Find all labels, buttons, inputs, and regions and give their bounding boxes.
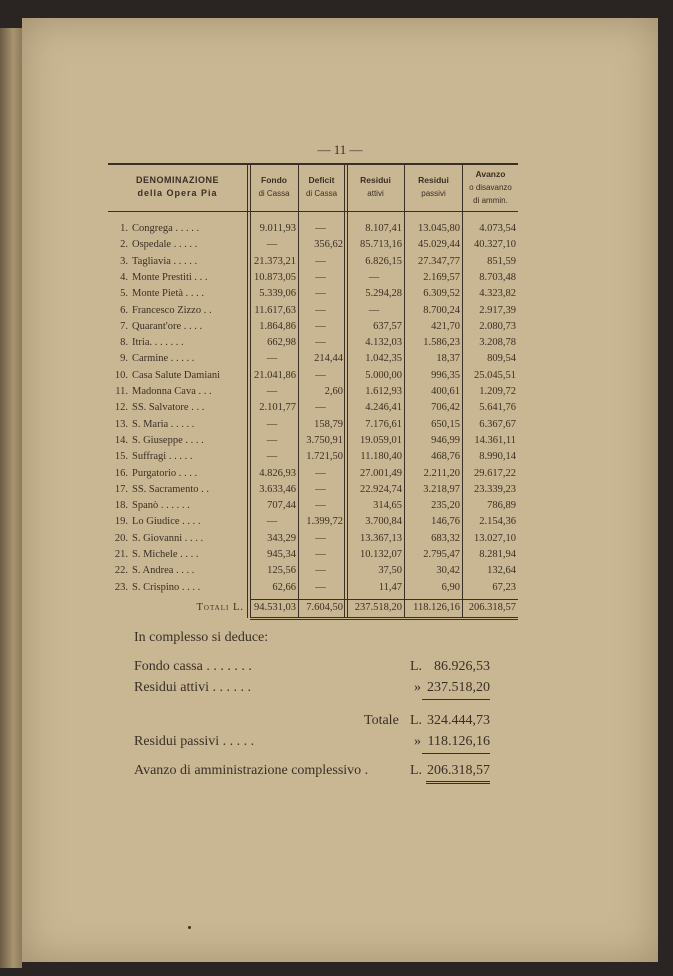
- cell-attivi: —: [368, 271, 380, 283]
- cell-deficit: 356,62: [314, 239, 343, 251]
- cell-avanzo: 809,54: [487, 353, 516, 365]
- cell-deficit: 2,60: [324, 386, 343, 397]
- table-row: [108, 498, 518, 514]
- row-name: Monte Prestiti . . .: [132, 271, 208, 283]
- cell-fondo: 707,44: [267, 500, 296, 512]
- summary-fondo-label: Fondo cassa . . . . . . .: [134, 659, 252, 674]
- totals-bottom-rule-2: [250, 619, 518, 620]
- cell-passivi: 45.029,44: [418, 239, 460, 251]
- row-number: 20.: [114, 532, 128, 544]
- row-number: 14.: [114, 434, 128, 446]
- row-name: S. Michele . . . .: [132, 549, 199, 560]
- row-number: 5.: [120, 288, 128, 300]
- page-number: — 11 —: [317, 142, 363, 157]
- row-name: Madonna Cava . . .: [132, 386, 212, 397]
- summary-rule-1: [422, 699, 490, 700]
- summary-fondo-value: 86.926,53: [434, 659, 490, 674]
- row-name: S. Andrea . . . .: [132, 565, 195, 577]
- cell-fondo: 21.373,21: [254, 255, 296, 267]
- cell-fondo: —: [266, 434, 278, 446]
- summary-passivi-value: 118.126,16: [427, 734, 490, 749]
- row-name: Suffragi . . . . .: [132, 451, 193, 463]
- opera-pia-name: [112, 514, 244, 530]
- cell-attivi: 19.059,01: [360, 434, 402, 446]
- cell-attivi: 4.246,41: [365, 402, 402, 414]
- row-number: 11.: [115, 386, 128, 397]
- cell-avanzo: 40.327,10: [474, 239, 516, 251]
- cell-attivi: 27.001,49: [360, 467, 402, 479]
- cell-deficit: 3.750,91: [306, 434, 343, 446]
- header-deficit-line2: di Cassa: [305, 189, 338, 198]
- cell-attivi: 3.700,84: [365, 516, 402, 528]
- cell-fondo: —: [266, 386, 278, 397]
- opere-pie-table: [108, 163, 518, 643]
- table-row: [108, 254, 518, 270]
- table-row: [108, 221, 518, 237]
- summary-avanzo-value: 206.318,57: [427, 763, 490, 778]
- opera-pia-name: [112, 547, 244, 563]
- cell-passivi: 6,90: [441, 581, 460, 593]
- cell-avanzo: 2.154,36: [479, 516, 516, 528]
- cell-fondo: 2.101,77: [259, 402, 296, 414]
- summary-avanzo-currency: L.: [410, 763, 423, 778]
- cell-attivi: 8.107,41: [365, 223, 402, 234]
- opera-pia-name: [112, 351, 244, 367]
- opera-pia-name: [112, 303, 244, 319]
- row-number: 7.: [120, 320, 128, 332]
- opera-pia-name: [112, 319, 244, 335]
- table-header-rule: [108, 211, 518, 212]
- cell-deficit: —: [315, 288, 326, 300]
- cell-deficit: —: [315, 467, 326, 479]
- cell-deficit: 214,44: [314, 353, 343, 365]
- cell-fondo: 11.617,63: [254, 304, 296, 316]
- totals-fondo: 94.531,03: [254, 602, 296, 613]
- cell-attivi: 85.713,16: [360, 239, 402, 251]
- cell-avanzo: 786,89: [487, 500, 516, 512]
- cell-deficit: —: [315, 532, 326, 544]
- cell-fondo: —: [266, 451, 278, 463]
- table-row: [108, 319, 518, 335]
- row-number: 18.: [114, 500, 128, 512]
- header-attivi-line2: attivi: [367, 189, 384, 198]
- row-name: Spanò . . . . . .: [132, 500, 190, 512]
- cell-fondo: 125,56: [267, 565, 296, 577]
- row-number: 4.: [120, 271, 128, 283]
- cell-attivi: —: [368, 304, 380, 316]
- totals-row: [108, 600, 518, 616]
- summary-double-rule-1: [426, 781, 490, 782]
- row-number: 23.: [114, 581, 128, 593]
- cell-avanzo: 3.208,78: [479, 337, 516, 349]
- cell-deficit: —: [315, 271, 326, 283]
- page-mark: [188, 926, 191, 929]
- header-residui-attivi: [347, 163, 404, 211]
- row-name: Casa Salute Damiani: [132, 369, 221, 381]
- header-fondo-cassa: [250, 163, 298, 211]
- cell-attivi: 10.132,07: [360, 549, 402, 560]
- header-residui-passivi: [405, 163, 462, 211]
- cell-avanzo: 25.045,51: [474, 369, 516, 381]
- cell-fondo: 9.011,93: [259, 223, 296, 234]
- cell-deficit: —: [315, 337, 326, 349]
- row-number: 9.: [120, 353, 128, 365]
- summary-avanzo-label: Avanzo di amministrazione complessivo .: [134, 763, 369, 778]
- row-number: 22.: [114, 565, 128, 577]
- header-avanzo-line2: o disavanzo: [469, 182, 512, 192]
- row-number: 3.: [120, 255, 128, 267]
- opera-pia-name: [112, 433, 244, 449]
- table-row: [108, 580, 518, 596]
- cell-deficit: —: [315, 255, 326, 267]
- cell-attivi: 37,50: [378, 565, 402, 577]
- cell-deficit: —: [315, 320, 326, 332]
- cell-deficit: 1.399,72: [306, 516, 343, 528]
- totals-passivi: 118.126,16: [413, 602, 460, 613]
- row-number: 10.: [114, 369, 128, 381]
- opera-pia-name: [112, 400, 244, 416]
- table-row: [108, 547, 518, 563]
- row-name: S. Giuseppe . . . .: [132, 434, 204, 446]
- cell-fondo: 343,29: [267, 532, 296, 544]
- table-row: [108, 563, 518, 579]
- totals-attivi: 237.518,20: [354, 602, 402, 613]
- cell-avanzo: 14.361,11: [474, 434, 516, 446]
- opera-pia-name: [112, 449, 244, 465]
- header-denominazione-line1: DENOMINAZIONE: [136, 175, 219, 185]
- totals-label: Totali L.: [196, 602, 244, 613]
- cell-deficit: —: [315, 500, 326, 512]
- cell-deficit: —: [315, 402, 326, 414]
- cell-deficit: —: [315, 369, 326, 381]
- opera-pia-name: [112, 482, 244, 498]
- row-number: 17.: [114, 483, 128, 495]
- cell-attivi: 22.924,74: [360, 483, 402, 495]
- cell-avanzo: 6.367,67: [479, 418, 516, 430]
- cell-deficit: —: [315, 483, 326, 495]
- cell-fondo: 21.041,86: [254, 369, 296, 381]
- row-name: S. Giovanni . . . .: [132, 532, 204, 544]
- row-number: 1.: [120, 223, 128, 234]
- cell-passivi: 27.347,77: [418, 255, 460, 267]
- cell-avanzo: 8.990,14: [479, 451, 516, 463]
- cell-passivi: 683,32: [431, 532, 460, 544]
- cell-deficit: 158,79: [314, 418, 343, 430]
- document-page: [22, 18, 658, 962]
- cell-attivi: 5.294,28: [365, 288, 402, 300]
- cell-fondo: 62,66: [272, 581, 296, 593]
- row-number: 6.: [120, 304, 128, 316]
- cell-attivi: 1.042,35: [365, 353, 402, 365]
- cell-deficit: 1.721,50: [306, 451, 343, 463]
- row-name: Itria. . . . . . .: [132, 337, 184, 349]
- table-row: [108, 514, 518, 530]
- cell-fondo: 4.826,93: [259, 467, 296, 479]
- cell-attivi: 637,57: [373, 320, 402, 332]
- totals-avanzo: 206.318,57: [468, 602, 516, 613]
- table-row: [108, 303, 518, 319]
- table-row: [108, 466, 518, 482]
- table-row: [108, 433, 518, 449]
- opera-pia-name: [112, 498, 244, 514]
- cell-passivi: 946,99: [431, 434, 460, 446]
- row-name: Tagliavia . . . . .: [132, 255, 198, 267]
- summary-double-rule-2: [426, 783, 490, 784]
- row-name: Ospedale . . . . .: [132, 239, 198, 251]
- table-row: [108, 384, 518, 400]
- cell-attivi: 11,47: [378, 581, 402, 593]
- row-number: 2.: [120, 239, 128, 251]
- header-deficit-cassa: [299, 163, 344, 211]
- cell-avanzo: 851,59: [487, 255, 516, 267]
- row-name: Carmine . . . . .: [132, 353, 195, 365]
- row-number: 12.: [114, 402, 128, 414]
- opera-pia-name: [112, 237, 244, 253]
- header-avanzo-line1: Avanzo: [475, 168, 506, 179]
- cell-passivi: 2.211,20: [423, 467, 460, 479]
- row-number: 15.: [114, 451, 128, 463]
- cell-attivi: 13.367,13: [360, 532, 402, 544]
- cell-attivi: 4.132,03: [365, 337, 402, 349]
- cell-fondo: 662,98: [267, 337, 296, 349]
- row-name: Francesco Zizzo . .: [132, 304, 212, 316]
- header-fondo-line2: di Cassa: [258, 189, 290, 198]
- cell-passivi: 706,42: [431, 402, 460, 414]
- cell-passivi: 996,35: [431, 369, 460, 381]
- cell-deficit: —: [315, 581, 326, 593]
- cell-fondo: 5.339,06: [259, 288, 296, 300]
- cell-attivi: 7.176,61: [365, 418, 402, 430]
- totals-bottom-rule: [250, 617, 518, 618]
- opera-pia-name: [112, 384, 244, 400]
- cell-deficit: —: [315, 549, 326, 560]
- cell-fondo: 945,34: [267, 549, 296, 560]
- opera-pia-name: [112, 286, 244, 302]
- totals-deficit: 7.604,50: [306, 602, 343, 613]
- row-number: 21.: [114, 549, 128, 560]
- summary-intro: In complesso si deduce:: [134, 630, 269, 645]
- row-name: Quarant'ore . . . .: [132, 320, 203, 332]
- header-avanzo-line3: di ammin.: [473, 195, 508, 205]
- summary-attivi-label: Residui attivi . . . . . .: [134, 680, 252, 695]
- cell-avanzo: 2.080,73: [479, 320, 516, 332]
- cell-passivi: 18,37: [436, 353, 460, 365]
- row-name: S. Maria . . . . .: [132, 418, 195, 430]
- opera-pia-name: [112, 417, 244, 433]
- table-row: [108, 400, 518, 416]
- cell-avanzo: 132,64: [487, 565, 516, 577]
- cell-passivi: 1.586,23: [423, 337, 460, 349]
- summary-passivi-label: Residui passivi . . . . .: [134, 734, 255, 749]
- table-row: [108, 351, 518, 367]
- cell-avanzo: 5.641,76: [479, 402, 516, 414]
- header-attivi-line1: Residui: [360, 175, 391, 185]
- header-passivi-line1: Residui: [418, 175, 449, 185]
- cell-fondo: —: [266, 418, 278, 430]
- cell-avanzo: 29.617,22: [474, 467, 516, 479]
- summary-passivi-currency: »: [414, 734, 421, 749]
- cell-avanzo: 13.027,10: [474, 532, 516, 544]
- row-name: Lo Giudice . . . .: [132, 516, 201, 528]
- opera-pia-name: [112, 254, 244, 270]
- opera-pia-name: [112, 580, 244, 596]
- facing-page-edge: [0, 28, 22, 968]
- cell-passivi: 146,76: [431, 516, 460, 528]
- cell-attivi: 6.826,15: [365, 255, 402, 267]
- header-fondo-line1: Fondo: [261, 175, 287, 185]
- summary-fondo-currency: L.: [410, 659, 423, 674]
- cell-passivi: 2.795,47: [423, 549, 460, 560]
- row-number: 16.: [114, 467, 128, 479]
- row-name: S. Crispino . . . .: [132, 581, 201, 593]
- opera-pia-name: [112, 335, 244, 351]
- cell-passivi: 30,42: [436, 565, 460, 577]
- cell-attivi: 1.612,93: [365, 386, 402, 397]
- cell-passivi: 421,70: [431, 320, 460, 332]
- table-row: [108, 531, 518, 547]
- table-row: [108, 417, 518, 433]
- cell-passivi: 6.309,52: [423, 288, 460, 300]
- cell-fondo: —: [266, 516, 278, 528]
- cell-passivi: 468,76: [431, 451, 460, 463]
- table-row: [108, 237, 518, 253]
- table-row: [108, 335, 518, 351]
- row-name: Monte Pietà . . . .: [132, 288, 205, 300]
- cell-passivi: 3.218,97: [423, 483, 460, 495]
- cell-attivi: 314,65: [373, 500, 402, 512]
- cell-avanzo: 1.209,72: [479, 386, 516, 397]
- cell-avanzo: 8.703,48: [479, 271, 516, 283]
- header-denominazione-line2: della Opera Pia: [137, 188, 218, 198]
- cell-attivi: 11.180,40: [360, 451, 402, 463]
- cell-deficit: —: [315, 223, 326, 234]
- opera-pia-name: [112, 221, 244, 237]
- cell-avanzo: 4.323,82: [479, 288, 516, 300]
- opera-pia-name: [112, 531, 244, 547]
- cell-avanzo: 4.073,54: [479, 223, 516, 234]
- cell-passivi: 400,61: [431, 386, 460, 397]
- summary-attivi-currency: »: [414, 680, 421, 695]
- header-avanzo: [463, 163, 518, 211]
- row-name: SS. Sacramento . .: [132, 483, 209, 495]
- row-number: 19.: [114, 516, 128, 528]
- summary-totale-value: 324.444,73: [427, 713, 490, 728]
- summary-block: [22, 628, 658, 788]
- cell-attivi: 5.000,00: [365, 369, 402, 381]
- cell-passivi: 2.169,57: [423, 271, 460, 283]
- row-name: SS. Salvatore . . .: [132, 402, 205, 414]
- header-passivi-line2: passivi: [421, 189, 446, 198]
- cell-avanzo: 23.339,23: [474, 483, 516, 495]
- row-name: Purgatorio . . . .: [132, 467, 198, 479]
- table-row: [108, 368, 518, 384]
- header-denominazione: [108, 163, 247, 211]
- cell-passivi: 13.045,80: [418, 223, 460, 234]
- header-deficit-line1: Deficit: [308, 175, 335, 185]
- table-row: [108, 482, 518, 498]
- cell-fondo: 3.633,46: [259, 483, 296, 495]
- summary-rule-2: [422, 753, 490, 754]
- opera-pia-name: [112, 270, 244, 286]
- cell-passivi: 8.700,24: [423, 304, 460, 316]
- opera-pia-name: [112, 368, 244, 384]
- cell-fondo: 10.873,05: [254, 271, 296, 283]
- cell-passivi: 650,15: [431, 418, 460, 430]
- summary-attivi-value: 237.518,20: [427, 680, 490, 695]
- cell-avanzo: 2.917,39: [479, 304, 516, 316]
- row-number: 13.: [114, 418, 128, 430]
- opera-pia-name: [112, 563, 244, 579]
- summary-totale-currency: L.: [410, 713, 423, 728]
- row-number: 8.: [120, 337, 128, 349]
- cell-fondo: —: [266, 353, 278, 365]
- summary-totale-label: Totale: [364, 713, 399, 728]
- opera-pia-name: [112, 466, 244, 482]
- row-name: Congrega . . . . .: [132, 223, 200, 234]
- cell-fondo: 1.864,86: [259, 320, 296, 332]
- cell-deficit: —: [315, 304, 326, 316]
- table-row: [108, 449, 518, 465]
- cell-passivi: 235,20: [431, 500, 460, 512]
- table-row: [108, 270, 518, 286]
- cell-avanzo: 67,23: [492, 581, 516, 593]
- cell-avanzo: 8.281,94: [479, 549, 516, 560]
- cell-fondo: —: [266, 239, 278, 251]
- table-row: [108, 286, 518, 302]
- cell-deficit: —: [315, 565, 326, 577]
